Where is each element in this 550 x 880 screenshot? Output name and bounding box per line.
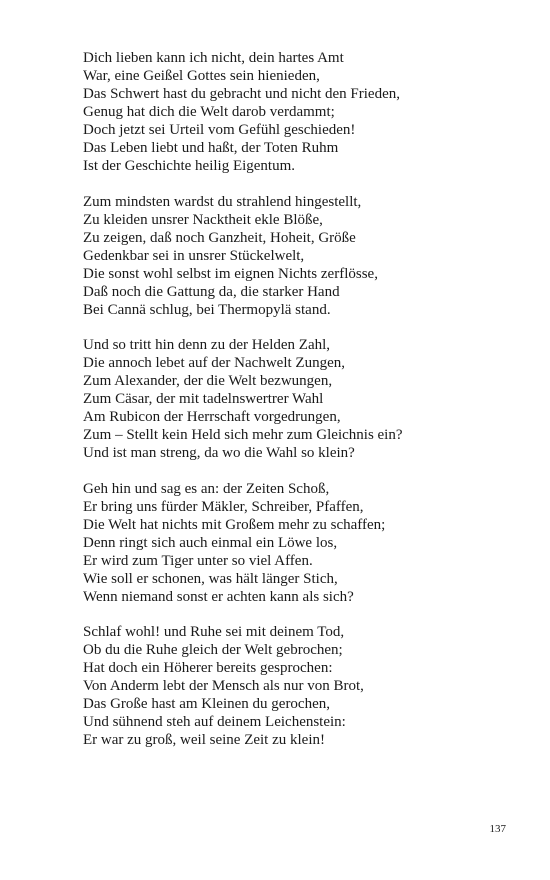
poem-line: Zum mindsten wardst du strahlend hingestellt, [83, 193, 362, 210]
poem-line: Bei Cannä schlug, bei Thermopylä stand. [83, 301, 331, 318]
poem-line: Die Welt hat nichts mit Großem mehr zu schaffen; [83, 516, 386, 533]
poem-line: Zu zeigen, daß noch Ganzheit, Hoheit, Größe [83, 229, 356, 246]
stanza-4 [83, 480, 523, 606]
poem-line: Wie soll er schonen, was hält länger Stich, [83, 570, 338, 587]
poem-line: Ob du die Ruhe gleich der Welt gebrochen; [83, 642, 343, 658]
poem-line: Denn ringt sich auch einmal ein Löwe los, [83, 534, 338, 551]
poem-line: Geh hin und sag es an: der Zeiten Schoß, [83, 480, 330, 497]
poem-line: Und ist man streng, da wo die Wahl so klein? [83, 445, 355, 461]
poem-line: Zum Cäsar, der mit tadelnswertrer Wahl [83, 391, 324, 407]
poem-line: Die annoch lebet auf der Nachwelt Zungen, [83, 355, 345, 371]
poem-text [83, 49, 523, 767]
poem-line: Und so tritt hin denn zu der Helden Zahl, [83, 337, 331, 353]
poem-line: Das Schwert hast du gebracht und nicht den Frieden, [83, 86, 400, 102]
poem-line: Am Rubicon der Herrschaft vorgedrungen, [83, 409, 341, 425]
poem-line: Wenn niemand sonst er achten kann als sich? [83, 588, 354, 605]
poem-line: Er bring uns fürder Mäkler, Schreiber, Pfaffen, [83, 498, 364, 515]
poem-line: Er war zu groß, weil seine Zeit zu klein! [83, 732, 325, 748]
stanza-1 [83, 49, 523, 175]
poem-line: Hat doch ein Höherer bereits gesprochen: [83, 660, 333, 676]
poem-line: Zu kleiden unsrer Nacktheit ekle Blöße, [83, 211, 323, 228]
poem-line: Und sühnend steh auf deinem Leichenstein: [83, 714, 346, 730]
stanza-3 [83, 336, 523, 462]
poem-line: Daß noch die Gattung da, die starker Hand [83, 283, 340, 300]
stanza-5 [83, 623, 523, 749]
poem-line: Ist der Geschichte heilig Eigentum. [83, 158, 296, 174]
poem-line: Doch jetzt sei Urteil vom Gefühl geschieden! [83, 122, 356, 138]
poem-line: Zum Alexander, der die Welt bezwungen, [83, 373, 333, 389]
poem-line: Das Große hast am Kleinen du gerochen, [83, 696, 331, 712]
poem-line: Das Leben liebt und haßt, der Toten Ruhm [83, 140, 339, 156]
poem-line: Genug hat dich die Welt darob verdammt; [83, 104, 335, 120]
poem-line: Dich lieben kann ich nicht, dein hartes Amt [83, 50, 344, 66]
poem-line: Gedenkbar sei in unsrer Stückelwelt, [83, 247, 305, 264]
poem-line: Er wird zum Tiger unter so viel Affen. [83, 552, 313, 569]
poem-line: War, eine Geißel Gottes sein hienieden, [83, 68, 320, 84]
page-number: 137 [489, 823, 506, 835]
stanza-2 [83, 193, 523, 319]
poem-line: Schlaf wohl! und Ruhe sei mit deinem Tod, [83, 624, 345, 640]
poem-line: Von Anderm lebt der Mensch als nur von Brot, [83, 678, 364, 694]
poem-line: Zum – Stellt kein Held sich mehr zum Gleichnis ein? [83, 427, 403, 443]
poem-line: Die sonst wohl selbst im eignen Nichts zerflösse, [83, 265, 378, 282]
